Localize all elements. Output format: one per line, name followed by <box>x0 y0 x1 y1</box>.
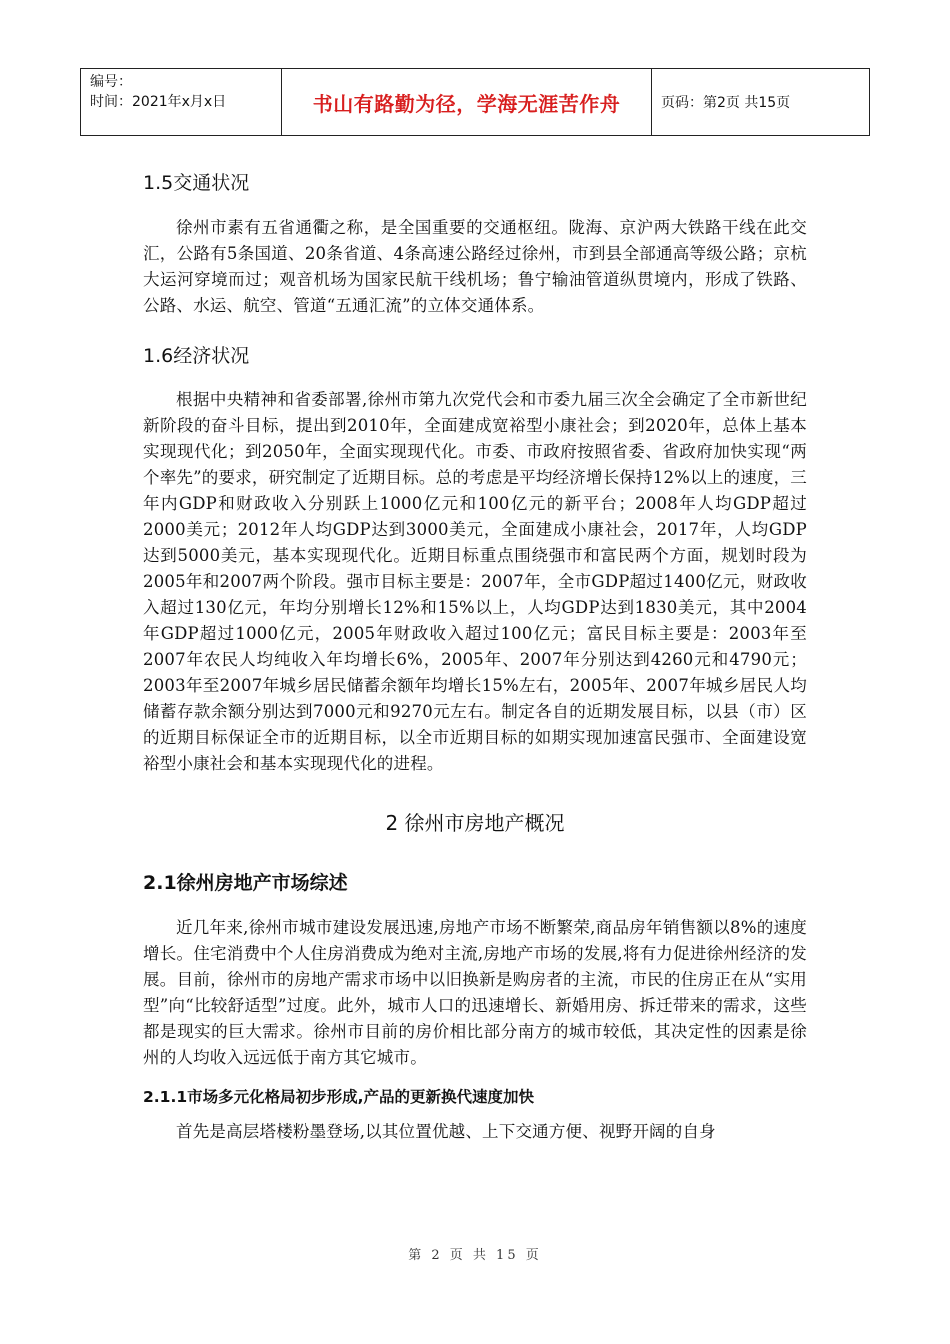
section-2-1-1-heading: 2.1.1市场多元化格局初步形成,产品的更新换代速度加快 <box>143 1088 535 1106</box>
document-body <box>143 168 807 1145</box>
page-footer: 第 2 页 共 15 页 <box>408 1248 542 1263</box>
section-2-1-paragraph: 近几年来,徐州市城市建设发展迅速,房地产市场不断繁荣,商品房年销售额以8%的速度增长。住宅消费中个人住房消费成为绝对主流,房地产市场的发展,将有力促进徐州经济的发展。目前，徐州市的房地产需求市场中以旧换新是购房者的主流，市民的住房正在从“实用型”向“比较舒适型”过度。此外，城市人口的迅速增长、新婚用房、拆迁带来的需求，这些都是现实的巨大需求。徐州市目前的房价相比部分南方的城市较低，其决定性的因素是徐州的人均收入远远低于南方其它城市。 <box>143 918 807 1067</box>
section-2-1-1-paragraph: 首先是高层塔楼粉墨登场,以其位置优越、上下交通方便、视野开阔的自身 <box>176 1122 716 1141</box>
header-page-info: 页码：第2页 共15页 <box>661 95 791 111</box>
header-motto: 书山有路勤为径，学海无涯苦作舟 <box>282 69 652 135</box>
document-date-label: 时间：2021年x月x日 <box>90 94 227 110</box>
section-1-6-paragraph: 根据中央精神和省委部署,徐州市第九次党代会和市委九届三次全会确定了全市新世纪新阶段的奋斗目标，提出到2010年，全面建成宽裕型小康社会；到2020年，总体上基本实现现代化；到2050年，全面实现现代化。市委、市政府按照省委、省政府加快实现“两个率先”的要求，研究制定了近期目标。总的考虑是平均经济增长保持12%以上的速度，三年内GDP和财政收入分别跃上1000亿元和100亿元的新平台；2008年人均GDP超过2000美元；2012年人均GDP达到3000美元，全面建成小康社会，2017年，人均GDP达到5000美元，基本实现现代化。近期目标重点围绕强市和富民两个方面，规划时段为2005年和2007两个阶段。强市目标主要是：2007年，全市GDP超过1400亿元，财政收入超过130亿元，年均分别增长12%和15%以上，人均GDP达到1830美元，其中2004年GDP超过1000亿元，2005年财政收入超过100亿元；富民目标主要是：2003年至2007年农民人均纯收入年均增长6%，2005年、2007年分别达到4260元和4790元；2003年至2007年城乡居民储蓄余额年均增长15%左右，2005年、2007年城乡居民人均储蓄存款余额分别达到7000元和9270元左右。制定各自的近期发展目标，以县（市）区的近期目标保证全市的近期目标，以全市近期目标的如期实现加速富民强市、全面建设宽裕型小康社会和基本实现现代化的进程。 <box>143 390 807 773</box>
document-number-label: 编号： <box>90 74 132 90</box>
header-meta-cell <box>81 69 282 135</box>
section-1-5-heading: 1.5交通状况 <box>143 172 250 194</box>
chapter-2-heading: 2 徐州市房地产概况 <box>385 811 565 835</box>
section-2-1-heading: 2.1徐州房地产市场综述 <box>143 872 348 894</box>
page-header-table <box>80 68 870 136</box>
section-1-5-paragraph: 徐州市素有五省通衢之称，是全国重要的交通枢纽。陇海、京沪两大铁路干线在此交汇，公路有5条国道、20条省道、4条高速公路经过徐州，市到县全部通高等级公路；京杭大运河穿境而过；观音机场为国家民航干线机场；鲁宁输油管道纵贯境内，形成了铁路、公路、水运、航空、管道“五通汇流”的立体交通体系。 <box>143 218 807 315</box>
section-1-6-heading: 1.6经济状况 <box>143 345 250 367</box>
